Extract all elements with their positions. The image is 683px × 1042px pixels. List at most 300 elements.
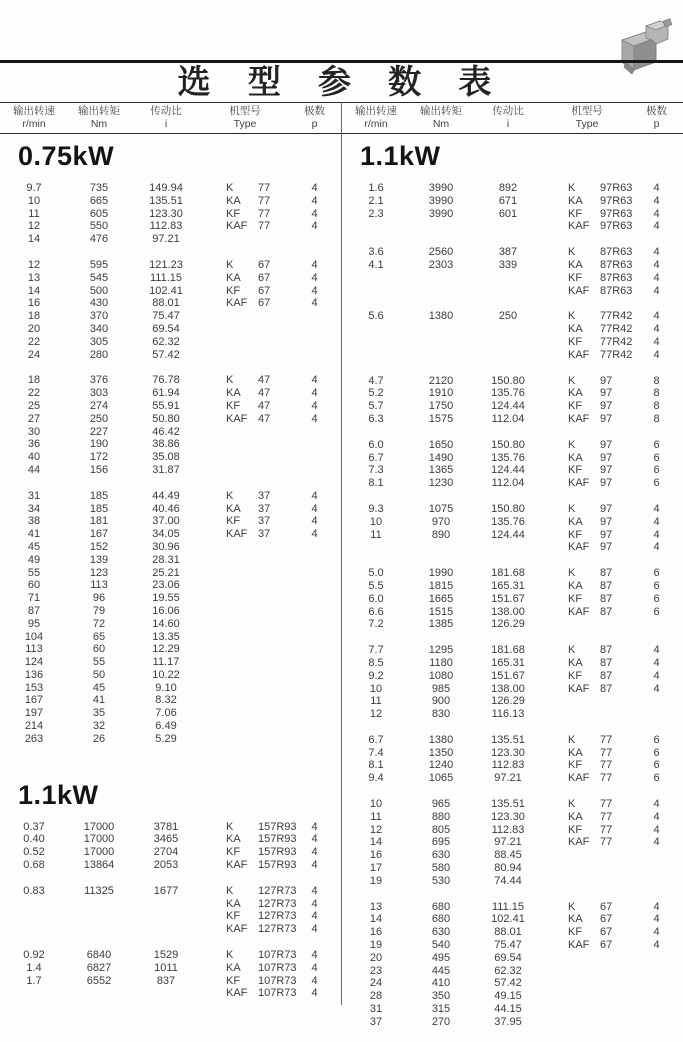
type-size: 87R63 <box>600 246 633 259</box>
cell-ratio: 138.00 <box>491 605 525 618</box>
cell-poles <box>630 862 683 875</box>
type-size: 67 <box>600 926 613 939</box>
type-prefix <box>226 720 258 733</box>
cell-torque: 1910 <box>428 387 454 400</box>
header-unit: i <box>164 118 168 130</box>
type-size: 157R93 <box>258 859 297 872</box>
type-size <box>258 554 288 567</box>
section-blocks <box>0 182 341 746</box>
table-row <box>0 233 341 246</box>
cell-type <box>544 503 630 516</box>
cell-ratio: 8.32 <box>155 694 177 707</box>
cell-type <box>202 897 297 911</box>
type-prefix <box>568 990 600 1003</box>
type-size: 67 <box>258 284 271 297</box>
cell-torque: 305 <box>89 335 109 348</box>
type-size <box>258 323 288 336</box>
cell-speed <box>0 910 68 923</box>
type-prefix: KA <box>226 833 241 846</box>
cell-torque: 172 <box>89 451 109 464</box>
type-size <box>258 567 288 580</box>
table-row <box>342 708 683 721</box>
type-prefix <box>226 464 258 477</box>
cell-type <box>544 734 630 747</box>
cell-type <box>202 541 288 554</box>
type-size <box>258 438 288 451</box>
header-label: 传动比 <box>150 105 182 117</box>
type-size: 47 <box>258 374 271 387</box>
table-row <box>342 747 683 760</box>
cell-speed: 5.6 <box>368 310 384 323</box>
cell-poles <box>288 349 341 362</box>
cell-type <box>544 348 633 362</box>
cell-ratio <box>472 349 544 362</box>
type-size: 87 <box>600 592 613 605</box>
cell-poles: 4 <box>653 323 660 336</box>
cell-torque <box>68 898 130 911</box>
row-block <box>342 503 683 554</box>
type-size <box>258 669 288 682</box>
cell-speed: 7.4 <box>368 746 384 759</box>
cell-poles <box>630 708 683 721</box>
type-size: 127R73 <box>258 897 297 910</box>
cell-ratio: 44.15 <box>494 1003 522 1016</box>
cell-type <box>202 961 297 975</box>
cell-type <box>544 811 630 824</box>
cell-speed: 25 <box>27 399 41 412</box>
cell-ratio: 3781 <box>153 820 179 833</box>
type-size <box>258 336 288 349</box>
cell-poles <box>630 977 683 990</box>
table-row <box>342 220 683 233</box>
type-prefix: KAF <box>568 836 590 849</box>
cell-torque: 595 <box>89 258 109 271</box>
cell-torque: 1230 <box>428 477 454 490</box>
cell-speed: 4.1 <box>368 258 384 271</box>
cell-type <box>202 974 297 988</box>
cell-type <box>202 503 288 516</box>
table-row <box>342 567 683 580</box>
cell-poles: 4 <box>653 246 660 259</box>
table-row <box>0 821 341 834</box>
cell-torque: 1750 <box>428 400 454 413</box>
cell-ratio: 121.23 <box>149 258 183 271</box>
cell-speed: 6.0 <box>368 438 384 451</box>
cell-speed: 5.5 <box>368 579 384 592</box>
type-prefix: K <box>568 644 576 657</box>
cell-type <box>544 683 630 696</box>
cell-torque: 1385 <box>428 618 454 631</box>
cell-ratio: 601 <box>498 207 518 220</box>
type-prefix <box>568 708 600 721</box>
cell-poles: 4 <box>311 846 318 859</box>
table-row <box>342 939 683 952</box>
cell-ratio: 75.47 <box>494 939 522 952</box>
cell-speed <box>0 987 68 1000</box>
table-row <box>342 541 683 554</box>
cell-torque: 3990 <box>428 182 454 194</box>
row-block <box>0 374 341 476</box>
cell-type <box>202 490 288 503</box>
cell-ratio: 23.06 <box>152 579 180 592</box>
cell-type <box>202 884 297 898</box>
type-prefix: K <box>568 374 576 387</box>
type-size: 97 <box>600 528 613 541</box>
type-size: 87 <box>600 567 613 580</box>
cell-poles: 6 <box>653 464 660 477</box>
cell-speed: 95 <box>27 617 41 630</box>
cell-torque: 340 <box>89 322 109 335</box>
cell-ratio: 150.80 <box>491 438 525 451</box>
type-size: 67 <box>258 271 271 284</box>
cell-ratio: 181.68 <box>491 567 525 580</box>
cell-torque: 1990 <box>428 567 454 580</box>
cell-torque: 65 <box>92 630 106 643</box>
cell-torque: 315 <box>431 1003 451 1016</box>
type-prefix <box>226 567 258 580</box>
type-size: 77 <box>258 194 271 207</box>
cell-torque: 680 <box>431 900 451 913</box>
header-label: 极数 <box>646 105 667 117</box>
cell-ratio: 76.78 <box>152 374 180 387</box>
cell-poles: 4 <box>311 182 318 194</box>
header-col-poles <box>288 105 341 131</box>
type-size <box>258 579 288 592</box>
type-size <box>258 733 288 746</box>
table-row <box>0 923 341 936</box>
type-prefix <box>226 707 258 720</box>
cell-poles <box>630 965 683 978</box>
cell-poles: 4 <box>311 859 318 872</box>
cell-type <box>202 195 288 208</box>
cell-poles: 4 <box>311 987 318 1000</box>
cell-ratio: 671 <box>498 194 518 207</box>
type-prefix: KA <box>568 451 583 464</box>
cell-torque: 1515 <box>428 605 454 618</box>
type-prefix <box>226 643 258 656</box>
cell-type <box>544 580 630 593</box>
type-size: 87 <box>600 605 613 618</box>
type-prefix: KA <box>226 897 241 910</box>
cell-type <box>202 720 288 733</box>
cell-speed: 263 <box>24 732 44 745</box>
cell-type <box>544 258 633 272</box>
type-size: 47 <box>258 399 271 412</box>
type-prefix: K <box>226 820 234 833</box>
table-row <box>342 657 683 670</box>
cell-speed: 71 <box>27 592 41 605</box>
cell-type <box>202 259 288 272</box>
type-size: 47 <box>258 412 271 425</box>
table-row <box>0 618 341 631</box>
cell-type <box>202 631 288 644</box>
cell-ratio: 16.06 <box>152 604 180 617</box>
cell-type <box>202 336 288 349</box>
cell-torque: 1065 <box>428 772 454 785</box>
cell-torque: 227 <box>89 425 109 438</box>
cell-poles: 4 <box>653 284 660 297</box>
cell-poles: 4 <box>653 644 660 657</box>
cell-speed: 87 <box>27 604 41 617</box>
cell-poles: 4 <box>653 310 660 323</box>
cell-poles: 4 <box>653 939 660 952</box>
cell-poles: 4 <box>311 489 318 502</box>
type-size: 77 <box>600 810 613 823</box>
cell-type <box>202 208 288 221</box>
cell-ratio: 124.44 <box>491 528 525 541</box>
cell-poles: 4 <box>653 913 660 926</box>
type-prefix: K <box>568 567 576 580</box>
cell-type <box>544 836 630 849</box>
type-prefix: KF <box>568 271 583 284</box>
cell-poles <box>288 554 341 567</box>
cell-type <box>202 910 297 923</box>
cell-torque: 274 <box>89 399 109 412</box>
cell-ratio: 69.54 <box>152 322 180 335</box>
cell-poles <box>630 695 683 708</box>
cell-torque: 1295 <box>428 644 454 657</box>
type-prefix <box>226 554 258 567</box>
cell-poles: 4 <box>311 271 318 284</box>
cell-type <box>202 182 288 195</box>
type-size: 67 <box>600 939 613 952</box>
cell-ratio <box>472 220 544 233</box>
cell-speed: 44 <box>27 463 41 476</box>
cell-type <box>544 657 630 670</box>
cell-type <box>202 297 288 310</box>
type-size: 77 <box>258 182 271 194</box>
table-row <box>0 259 341 272</box>
type-prefix: KF <box>226 399 241 412</box>
type-prefix <box>568 695 600 708</box>
cell-poles: 6 <box>653 567 660 580</box>
type-prefix <box>226 323 258 336</box>
cell-speed: 18 <box>27 374 41 387</box>
cell-poles: 8 <box>653 387 660 400</box>
type-prefix: KF <box>568 669 583 682</box>
type-size: 67 <box>258 258 271 271</box>
row-block <box>342 734 683 785</box>
type-prefix: K <box>226 374 234 387</box>
type-size: 37 <box>258 489 271 502</box>
cell-type <box>202 528 288 541</box>
type-prefix: K <box>226 182 234 194</box>
cell-poles: 4 <box>311 258 318 271</box>
type-size <box>258 720 288 733</box>
cell-type <box>544 246 633 259</box>
header-unit: Type <box>233 118 257 130</box>
cell-type <box>544 1003 630 1016</box>
table-row <box>342 1016 683 1029</box>
cell-speed: 31 <box>369 1003 383 1016</box>
cell-speed: 9.3 <box>368 502 384 515</box>
table-row <box>342 503 683 516</box>
type-prefix: KAF <box>568 541 590 554</box>
type-prefix: KAF <box>226 987 248 1000</box>
cell-type <box>202 592 288 605</box>
type-prefix: KF <box>568 400 583 413</box>
type-size: 87R63 <box>600 271 633 284</box>
type-prefix <box>568 862 600 875</box>
cell-speed <box>342 220 410 233</box>
type-prefix: KF <box>568 823 583 836</box>
type-prefix <box>226 682 258 695</box>
type-prefix <box>568 952 600 965</box>
type-prefix: KF <box>568 592 583 605</box>
cell-torque: 96 <box>92 592 106 605</box>
type-prefix <box>226 669 258 682</box>
type-size: 77R42 <box>600 310 633 323</box>
cell-torque: 680 <box>431 913 451 926</box>
cell-poles <box>288 618 341 631</box>
cell-speed: 37 <box>369 1015 383 1028</box>
cell-poles: 6 <box>653 579 660 592</box>
cell-type <box>544 1016 630 1029</box>
type-size <box>258 605 288 618</box>
type-prefix: KA <box>568 515 583 528</box>
table-header-right <box>342 105 683 131</box>
cell-poles: 4 <box>653 335 660 348</box>
type-size: 77R42 <box>600 348 633 361</box>
cell-speed: 60 <box>27 579 41 592</box>
cell-poles: 4 <box>311 528 318 541</box>
cell-ratio: 50.80 <box>152 412 180 425</box>
cell-poles: 4 <box>311 399 318 412</box>
cell-ratio: 28.31 <box>152 553 180 566</box>
cell-speed: 41 <box>27 528 41 541</box>
cell-torque: 965 <box>431 798 451 811</box>
type-size <box>258 618 288 631</box>
cell-speed: 19 <box>369 874 383 887</box>
cell-speed: 5.2 <box>368 387 384 400</box>
cell-ratio: 37.95 <box>494 1015 522 1028</box>
table-row <box>342 336 683 349</box>
cell-poles: 4 <box>653 682 660 695</box>
type-prefix <box>226 336 258 349</box>
table-row <box>0 694 341 707</box>
type-size: 67 <box>600 913 613 926</box>
cell-poles <box>630 990 683 1003</box>
cell-poles: 4 <box>311 833 318 846</box>
cell-type <box>544 516 630 529</box>
cell-speed: 136 <box>24 668 44 681</box>
table-body-left <box>0 139 341 1013</box>
header-unit: Type <box>575 118 599 130</box>
cell-poles: 6 <box>653 477 660 490</box>
type-prefix <box>568 618 600 631</box>
cell-poles <box>288 541 341 554</box>
type-prefix: KA <box>568 194 583 207</box>
cell-type <box>202 272 288 285</box>
type-size <box>600 849 630 862</box>
cell-ratio: 80.94 <box>494 862 522 875</box>
table-row <box>342 323 683 336</box>
power-section <box>0 141 341 746</box>
cell-ratio: 165.31 <box>491 656 525 669</box>
cell-ratio: 123.30 <box>491 746 525 759</box>
type-size: 87 <box>600 656 613 669</box>
table-row <box>342 798 683 811</box>
cell-poles: 6 <box>653 733 660 746</box>
cell-type <box>202 694 288 707</box>
cell-type <box>544 529 630 542</box>
cell-speed: 197 <box>24 707 44 720</box>
cell-poles: 4 <box>311 297 318 310</box>
cell-poles: 4 <box>311 910 318 923</box>
cell-type <box>544 271 633 285</box>
table-row <box>0 833 341 846</box>
cell-poles: 6 <box>653 592 660 605</box>
cell-speed <box>342 336 410 349</box>
cell-poles <box>630 875 683 888</box>
header-label: 输出转矩 <box>420 105 462 117</box>
type-size <box>600 695 630 708</box>
cell-poles: 6 <box>653 605 660 618</box>
cell-ratio <box>472 323 544 336</box>
type-size <box>600 952 630 965</box>
cell-ratio <box>130 923 202 936</box>
cell-torque <box>68 910 130 923</box>
type-prefix <box>226 656 258 669</box>
type-prefix <box>226 451 258 464</box>
type-prefix: KAF <box>226 859 248 872</box>
cell-ratio: 138.00 <box>491 682 525 695</box>
row-block <box>342 182 683 233</box>
cell-speed: 9.4 <box>368 772 384 785</box>
cell-ratio: 124.44 <box>491 464 525 477</box>
table-row <box>0 567 341 580</box>
cell-type <box>544 926 630 939</box>
cell-type <box>544 772 630 785</box>
table-row <box>0 733 341 746</box>
power-section <box>0 780 341 1001</box>
cell-poles: 4 <box>653 182 660 194</box>
cell-speed: 8.1 <box>368 759 384 772</box>
cell-torque: 1365 <box>428 464 454 477</box>
cell-speed: 23 <box>369 964 383 977</box>
cell-torque: 735 <box>89 182 109 194</box>
table-row <box>342 683 683 696</box>
cell-type <box>544 824 630 837</box>
type-size <box>258 707 288 720</box>
type-size: 87 <box>600 669 613 682</box>
cell-speed: 7.2 <box>368 618 384 631</box>
cell-poles <box>288 438 341 451</box>
cell-torque: 303 <box>89 387 109 400</box>
cell-ratio: 112.83 <box>149 220 183 233</box>
table-row <box>0 859 341 872</box>
table-row <box>0 975 341 988</box>
type-prefix: KAF <box>568 605 590 618</box>
type-prefix: KA <box>568 656 583 669</box>
table-row <box>342 246 683 259</box>
power-section <box>342 141 683 1029</box>
cell-torque: 6827 <box>86 961 112 974</box>
cell-speed: 38 <box>27 515 41 528</box>
cell-type <box>202 310 288 323</box>
cell-torque: 139 <box>89 553 109 566</box>
cell-torque <box>68 987 130 1000</box>
type-size <box>600 618 630 631</box>
type-size: 97 <box>600 464 613 477</box>
cell-speed: 12 <box>369 708 383 721</box>
cell-speed: 45 <box>27 540 41 553</box>
type-prefix: KA <box>226 502 241 515</box>
cell-torque: 1380 <box>428 310 454 323</box>
header-unit: p <box>653 118 660 130</box>
table-row <box>342 977 683 990</box>
header-col-type <box>202 105 288 131</box>
